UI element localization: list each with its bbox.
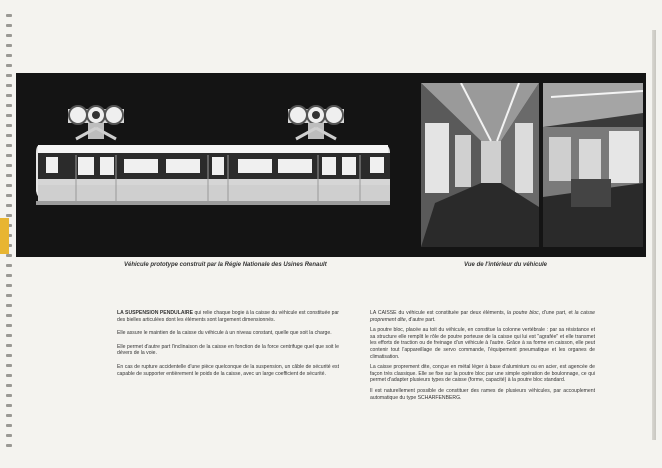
binding-hole (6, 194, 12, 197)
body-text-column (370, 310, 595, 405)
body-paragraph-1-a: LA CAISSE du véhicule est constituée par deux éléments, (370, 310, 508, 316)
body-paragraph-1-e: , d'autre part. (405, 316, 436, 323)
binding-hole (6, 414, 12, 417)
binding-hole (6, 94, 12, 97)
binding-hole (6, 14, 12, 17)
body-paragraph-1-d: la caisse proprement dite (370, 310, 595, 323)
binding-hole (6, 214, 12, 217)
binding-hole (6, 304, 12, 307)
body-paragraph-1-b: la poutre bloc (507, 310, 539, 316)
binding-hole (6, 444, 12, 447)
vehicle-photo-caption: Véhicule prototype construit par la Régie Nationale des Usines Renault (124, 262, 327, 268)
binding-hole (6, 324, 12, 327)
binding-hole (6, 394, 12, 397)
binding-hole (6, 294, 12, 297)
binding-hole (6, 274, 12, 277)
yellow-tab-marker (0, 218, 9, 254)
suspension-paragraph-3: Elle permet d'autre part l'inclinaison de la caisse en fonction de la force centrifuge quel que soit le dévers de la voie. (117, 343, 339, 357)
binding-hole (6, 74, 12, 77)
binding-hole (6, 434, 12, 437)
binding-hole (6, 34, 12, 37)
binding-hole (6, 354, 12, 357)
binding-hole (6, 314, 12, 317)
binding-hole (6, 64, 12, 67)
body-paragraph-3: La caisse proprement dite, conçue en métal léger à base d'aluminium ou en acier, est agencée de façon très classique. Elle se fixe sur la poutre bloc par une simple opération de boulonnage, ce qui permet d'adapter plusieurs types de caisse (forme, capacité) à la poutre bloc standard. (370, 364, 595, 384)
binding-hole (6, 134, 12, 137)
binding-hole (6, 124, 12, 127)
body-paragraph-1 (370, 310, 595, 323)
binding-hole (6, 204, 12, 207)
binding-hole (6, 284, 12, 287)
suspension-text-column (117, 310, 339, 384)
interior-photo-caption: Vue de l'intérieur du véhicule (464, 262, 548, 268)
binding-hole (6, 334, 12, 337)
binding-hole (6, 84, 12, 87)
binding-hole (6, 104, 12, 107)
binding-hole (6, 184, 12, 187)
binding-hole (6, 44, 12, 47)
binding-hole (6, 424, 12, 427)
suspension-paragraph-4: En cas de rupture accidentelle d'une pièce quelconque de la suspension, un câble de sécurité est capable de supporter entièrement le poids de la caisse, avec un large coefficient de sécurité. (117, 363, 339, 377)
binding-hole (6, 404, 12, 407)
binding-hole (6, 364, 12, 367)
vehicle-prototype-photo (16, 73, 414, 257)
binding-hole (6, 344, 12, 347)
binding-hole (6, 164, 12, 167)
binding-hole (6, 54, 12, 57)
suspension-paragraph-1-text: qui relie chaque bogie à la caisse du véhicule est constituée par des bielles articulées dont les éléments sont largement dimensionnés. (117, 310, 339, 323)
binding-hole (6, 374, 12, 377)
binding-hole (6, 254, 12, 257)
body-paragraph-4: Il est naturellement possible de constituer des rames de plusieurs véhicules, par accouplement automatique du type SCHARFENBERG. (370, 387, 595, 401)
suspension-heading: LA SUSPENSION PENDULAIRE (117, 310, 194, 316)
binding-hole (6, 154, 12, 157)
binding-hole (6, 144, 12, 147)
suspension-paragraph-1 (117, 310, 339, 323)
body-paragraph-2: La poutre bloc, placée au toit du véhicule, en constitue la colonne vertébrale : par sa résistance et sa structure elle remplit le rôle de poutre porteuse de la caisse qui lui est "agrafée" et elle transmet les efforts de traction ou de freinage d'un véhicule à l'autre. Grâce à sa forme en caisson, elle peut contenir tout l'appareillage de servo commande, l'équipement pneumatique et les organes de climatisation. (370, 327, 595, 360)
photo-band (16, 73, 646, 257)
binding-hole (6, 384, 12, 387)
binding-hole (6, 24, 12, 27)
binding-hole (6, 174, 12, 177)
vehicle-interior-photo (421, 83, 643, 247)
page-edge-shadow (652, 30, 656, 440)
binding-hole (6, 114, 12, 117)
binding-hole (6, 264, 12, 267)
suspension-paragraph-2: Elle assure le maintien de la caisse du véhicule à un niveau constant, quelle que soit la charge. (117, 330, 332, 337)
body-paragraph-1-c: , d'une part, et (538, 310, 575, 316)
